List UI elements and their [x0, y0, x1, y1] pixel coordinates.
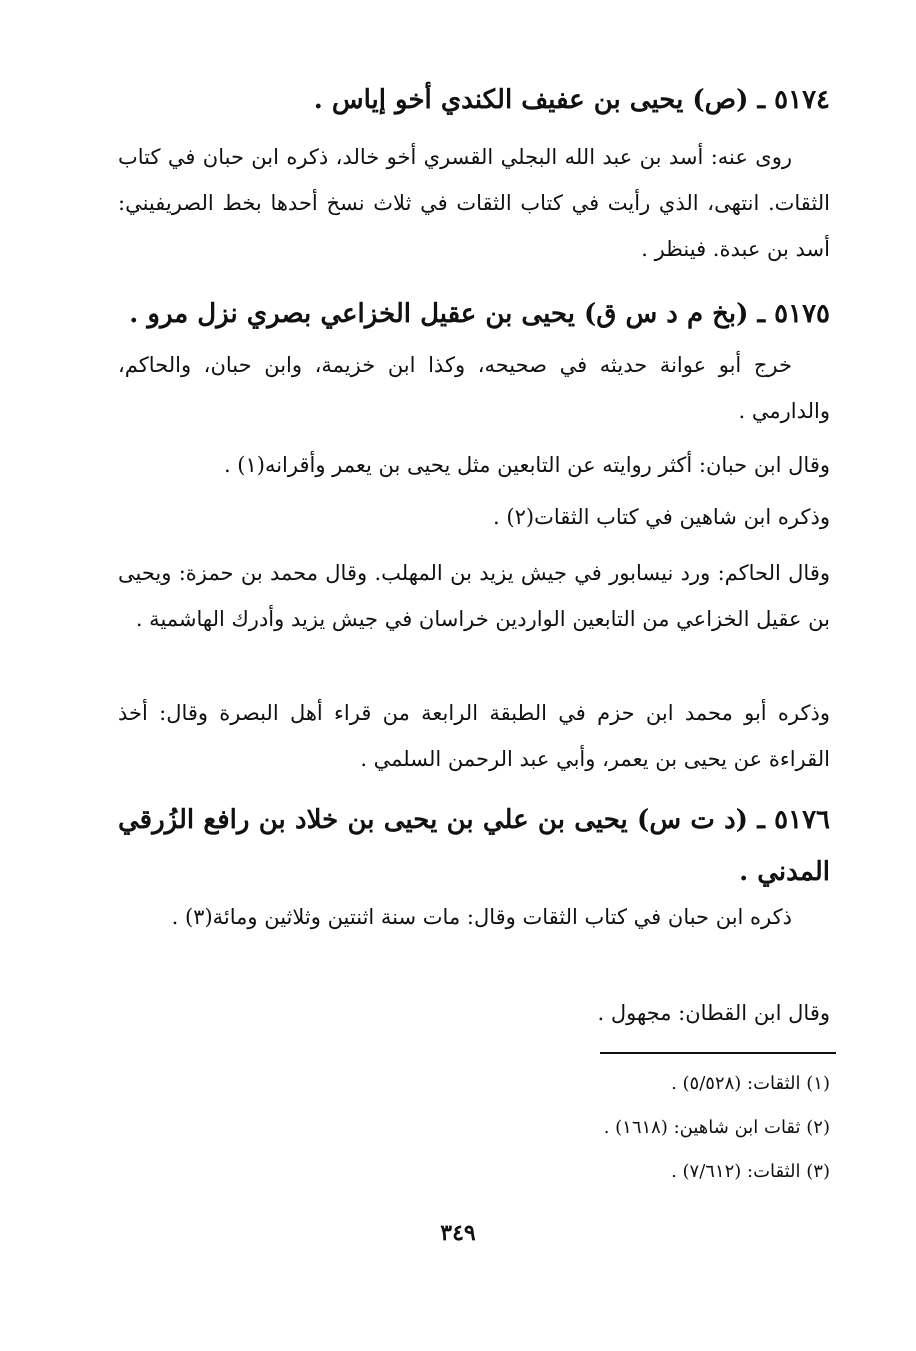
- entry-5175-paragraph-3: وذكره ابن شاهين في كتاب الثقات(٢) .: [493, 505, 830, 529]
- entry-5175-heading: ٥١٧٥ ـ (بخ م د س ق) يحيى بن عقيل الخزاعي بصري نزل مرو .: [129, 299, 830, 329]
- entry-5176-paragraph-1: ذكره ابن حبان في كتاب الثقات وقال: مات سنة اثنتين وثلاثين ومائة(٣) .: [171, 905, 792, 929]
- footnote-separator: [600, 1052, 836, 1054]
- entry-5174-paragraph: روى عنه: أسد بن عبد الله البجلي القسري أخو خالد، ذكره ابن حبان في كتاب الثقات. انتهى، الذي رأيت في كتاب الثقات في ثلاث نسخ أحدها بخط الصريفيني: أسد بن عبدة. فينظر .: [118, 145, 830, 261]
- entry-5174-heading: ٥١٧٤ ـ (ص) يحيى بن عفيف الكندي أخو إياس .: [313, 85, 830, 115]
- entry-5175-paragraph-1: خرج أبو عوانة حديثه في صحيحه، وكذا ابن خزيمة، وابن حبان، والحاكم، والدارمي .: [118, 353, 830, 423]
- footnote-2: (٢) ثقات ابن شاهين: (١٦١٨) .: [603, 1117, 830, 1138]
- page-number: ٣٤٩: [440, 1220, 476, 1246]
- entry-5176-heading: ٥١٧٦ ـ (د ت س) يحيى بن علي بن يحيى بن خلاد بن رافع الزُرقي المدني .: [118, 805, 830, 887]
- entry-5175-paragraph-5: وذكره أبو محمد ابن حزم في الطبقة الرابعة من قراء أهل البصرة وقال: أخذ القراءة عن يحيى بن يعمر، وأبي عبد الرحمن السلمي .: [118, 701, 830, 771]
- entry-5175-paragraph-4: وقال الحاكم: ورد نيسابور في جيش يزيد بن المهلب. وقال محمد بن حمزة: ويحيى بن عقيل الخزاعي من التابعين الواردين خراسان في جيش يزيد وأدرك الهاشمية .: [118, 561, 830, 631]
- footnote-3: (٣) الثقات: (٧/٦١٢) .: [671, 1161, 830, 1182]
- entry-5176-paragraph-2: وقال ابن القطان: مجهول .: [597, 1001, 830, 1025]
- entry-5175-paragraph-2: وقال ابن حبان: أكثر روايته عن التابعين مثل يحيى بن يعمر وأقرانه(١) .: [223, 453, 830, 477]
- footnote-1: (١) الثقات: (٥/٥٢٨) .: [671, 1073, 830, 1094]
